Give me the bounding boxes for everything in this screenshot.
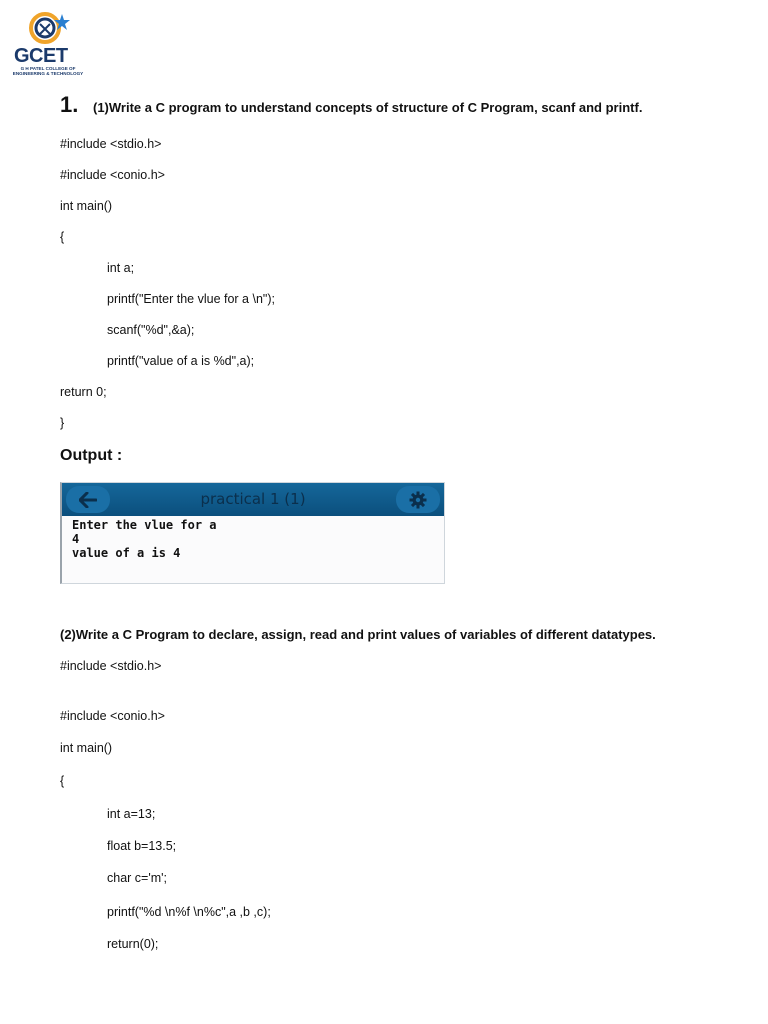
code-line: #include <stdio.h> bbox=[60, 137, 162, 151]
code-line: printf("value of a is %d",a); bbox=[107, 354, 255, 368]
code-line: #include <conio.h> bbox=[60, 709, 165, 723]
code-line: printf("%d \n%f \n%c",a ,b ,c); bbox=[107, 905, 271, 919]
logo-subtitle-line2: ENGINEERING & TECHNOLOGY bbox=[12, 71, 84, 76]
code-line: #include <stdio.h> bbox=[60, 659, 162, 673]
code-line: { bbox=[60, 774, 65, 788]
code-line: } bbox=[60, 416, 65, 430]
terminal-output bbox=[62, 516, 444, 562]
terminal-title-bar bbox=[62, 483, 444, 516]
terminal-line: value of a is 4 bbox=[72, 546, 181, 560]
college-logo bbox=[8, 10, 88, 78]
logo-emblem-icon bbox=[26, 10, 72, 46]
code-line: return(0); bbox=[107, 937, 159, 951]
terminal-line: Enter the vlue for a bbox=[72, 518, 217, 532]
code-line: scanf("%d",&a); bbox=[107, 323, 195, 337]
code-line: int a=13; bbox=[107, 807, 156, 821]
code-line: float b=13.5; bbox=[107, 839, 177, 853]
terminal-title: practical 1 (1) bbox=[200, 490, 306, 508]
code-line: { bbox=[60, 230, 65, 244]
logo-subtitle bbox=[8, 66, 88, 76]
settings-button[interactable] bbox=[396, 486, 440, 513]
question-2-title: (2)Write a C Program to declare, assign, read and print values of variables of different datatypes. bbox=[60, 627, 656, 642]
code-line: printf("Enter the vlue for a \n"); bbox=[107, 292, 275, 306]
question-number: 1. bbox=[60, 92, 79, 117]
output-label: Output : bbox=[60, 447, 123, 464]
code-line: #include <conio.h> bbox=[60, 168, 165, 182]
terminal-line: 4 bbox=[72, 532, 80, 546]
gear-icon bbox=[409, 491, 427, 509]
question-1-title: (1)Write a C program to understand concepts of structure of C Program, scanf and printf. bbox=[93, 100, 643, 115]
output-screenshot bbox=[60, 482, 445, 584]
code-line: return 0; bbox=[60, 385, 107, 399]
code-line: int main() bbox=[60, 199, 113, 213]
logo-subtitle-line1: G H PATEL COLLEGE OF bbox=[20, 66, 76, 71]
code-line: int main() bbox=[60, 741, 113, 755]
code-line: char c='m'; bbox=[107, 871, 167, 885]
logo-name: GCET bbox=[14, 45, 68, 67]
code-line: int a; bbox=[107, 261, 135, 275]
